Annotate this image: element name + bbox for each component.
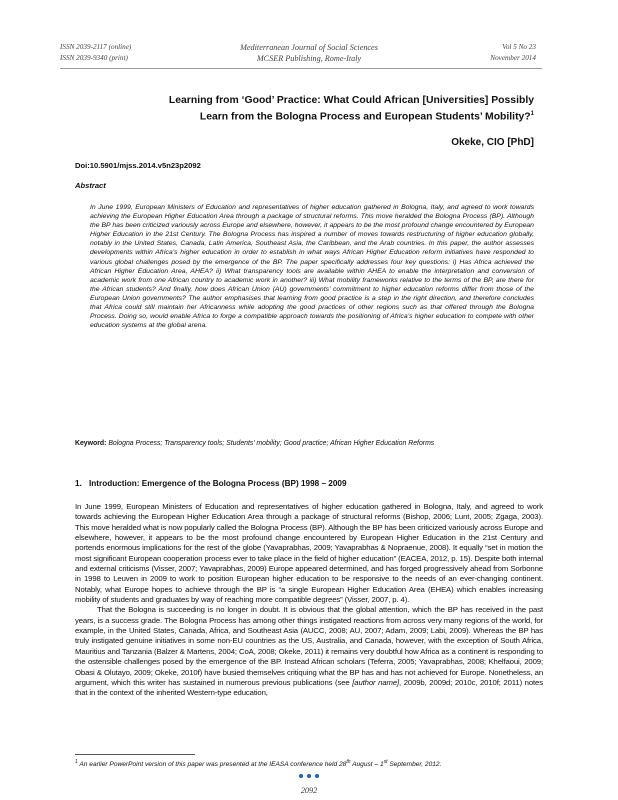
footnote-sup-2: st	[383, 759, 388, 765]
footer-ornament	[0, 774, 618, 778]
title-footnote-mark: 1	[530, 110, 534, 117]
keywords-label: Keyword:	[75, 440, 107, 447]
doi: Doi:10.5901/mjss.2014.v5n23p2092	[75, 161, 201, 170]
section-title: Introduction: Emergence of the Bologna Process (BP) 1998 – 2009	[89, 479, 347, 488]
footnote-sup-1: th	[346, 759, 351, 765]
abstract-heading: Abstract	[75, 181, 106, 190]
keywords	[75, 440, 545, 447]
author-name: Okeke, CIO [PhD]	[451, 137, 534, 148]
issn-online: ISSN 2039-2117 (online)	[60, 43, 132, 51]
footnote-mark: 1	[75, 759, 78, 765]
header-rule	[60, 68, 542, 69]
footer-dot	[315, 774, 319, 778]
footnote-text-3: September, 2012.	[387, 761, 442, 769]
issn-print: ISSN 2039-9340 (print)	[60, 54, 128, 62]
paragraph-2-placeholder: [author name]	[352, 677, 400, 687]
publisher: MCSER Publishing, Rome-Italy	[256, 54, 362, 63]
journal-name: Mediterranean Journal of Social Sciences	[240, 43, 378, 52]
title-line-1: Learning from ‘Good’ Practice: What Could African [Universities] Possibly	[168, 95, 534, 106]
volume: Vol 5 No 23	[502, 43, 536, 51]
footnote-rule	[75, 754, 195, 755]
footer-dot	[299, 774, 303, 778]
section-heading	[75, 479, 347, 488]
footnote-text-1: An earlier PowerPoint version of this paper was presented at the IEASA conference held 28	[79, 761, 347, 769]
paragraph-2-tail: , 2009b, 2009d; 2010c, 2010f; 2011) notes that in the context of the inherited Western-type education,	[75, 677, 543, 698]
body-text	[75, 502, 543, 699]
title-line-2: Learn from the Bologna Process and European Students’ Mobility?	[199, 110, 531, 122]
paragraph-1: In June 1999, European Ministers of Education and representatives of higher education gathered in Bologna, Italy, and agreed to work towards achieving the European Higher Education Area through a package of structural reforms (Bishop, 2006; Lunt, 2005; Zgaga, 2003). This move heralded what is now popularly called the Bologna Process (BP). Although the BP has been criticized variously across Europe and elsewhere, however, it appears to be the most profound change encountered by European Higher Education in the 21st Century and portends enormous implications for the rest of the globe (Yavaprabhas, 2009; Yavaprabhas & Nopraenue, 2008). It equally “set in motion the most significant European cooperation process ever to take place in the field of higher education” (EACEA, 2012, p. 15). Despite both internal and external criticisms (Visser, 2007; Yavaprabhas, 2009) Europe appeared determined, and has forged progressively ahead from Sorbonne in 1998 to Leuven in 2009 to work to position European higher education to be responsive to the needs of an ever-changing continent. Notably, what Europe hopes to achieve through the BP is “a single European Higher Education Area (EHEA) which enables increasing mobility of students and graduates by way of reaching more compatible degrees” (Visser, 2007, p. 4).	[75, 502, 543, 605]
abstract-text: In June 1999, European Ministers of Education and representatives of higher education gathered in Bologna, Italy, and agreed to work towards achieving the European Higher Education Area through a package of structural reforms. This move heralded the Bologna Process (BP). Although the BP has been criticized variously across Europe and elsewhere, however, it appears to be the most profound change encountered by European Higher Education in the 21st Century. The Bologna Process has inspired a number of moves towards restructuring of higher education globally, notably in the United States, Canada, Latin America, Southeast Asia, the Caribbean, and the Arab countries. In this paper, the author assesses developments within Africa’s higher education in order to establish in what ways African Higher Education reform initiatives have responded to various global challenges posed by the emergence of the BP. The paper specifically addresses four key questions: i) Has Africa achieved the African Higher Education Area, AHEA? ii) What transparency tools are available within AHEA to enable the interpretation and conversion of academic work from one African country to academic work in another? iii) What mobility frameworks relative to the terms of the BP, are there for the African students? And finally, how does African Union (AU) governments’ commitment to higher education reforms differ from those of the European Union governments? The author emphasises that learning from good practice is a step in the right direction, and therefore concludes that Africa could still maintain her Africanness while adopting the good practices of other regions such as that offered through the Bologna Process. Doing so, would enable Africa to forge a compatible approach towards the positioning of Africa’s higher education to compete with other education systems at the global arena.	[90, 204, 534, 330]
running-header-right	[490, 42, 536, 64]
paper-title	[60, 94, 534, 123]
footnote	[75, 759, 441, 768]
keywords-list: Bologna Process; Transparency tools; Students’ mobility; Good practice; African Higher Education Reforms	[108, 440, 435, 447]
paragraph-2-main: That the Bologna is succeeding is no longer in doubt. It is obvious that the global attention, which the BP has received in the past years, is a success grade. The Bologna Process has among other things instigated reactions from across very many regions of the world, for example, in the United States, Canada, Africa, and Southeast Asia (AUCC, 2008; AU, 2007; Adam, 2009; Labi, 2009). Whereas the BP has truly instigated genuine initiatives in some non-EU countries as the US, Australia, and Canada, however, with the exception of South Africa, Mauritius and Tanzania (Balzer & Martens, 2004; CoA, 2008; Okeke, 2011) it remains very doubtful how Africa as a continent is responding to the ostensible challenges posed by the emergence of the BP. Instead African scholars (Teferra, 2005; Yavaprabhas, 2008; Khelfaoui, 2009; Obasi & Olutayo, 2009; Okeke, 2010f) have busied themselves critiquing what the BP has and has not achieved for Europe. Nonetheless, an argument, which this writer has sustained in numerous previous publications (see	[75, 605, 543, 687]
section-number: 1.	[75, 479, 82, 488]
footer-dot	[307, 774, 311, 778]
page-number: 2092	[300, 786, 318, 795]
paragraph-2	[75, 605, 543, 698]
footnote-text-2: August – 1	[350, 761, 384, 769]
issue-date: November 2014	[490, 54, 536, 62]
